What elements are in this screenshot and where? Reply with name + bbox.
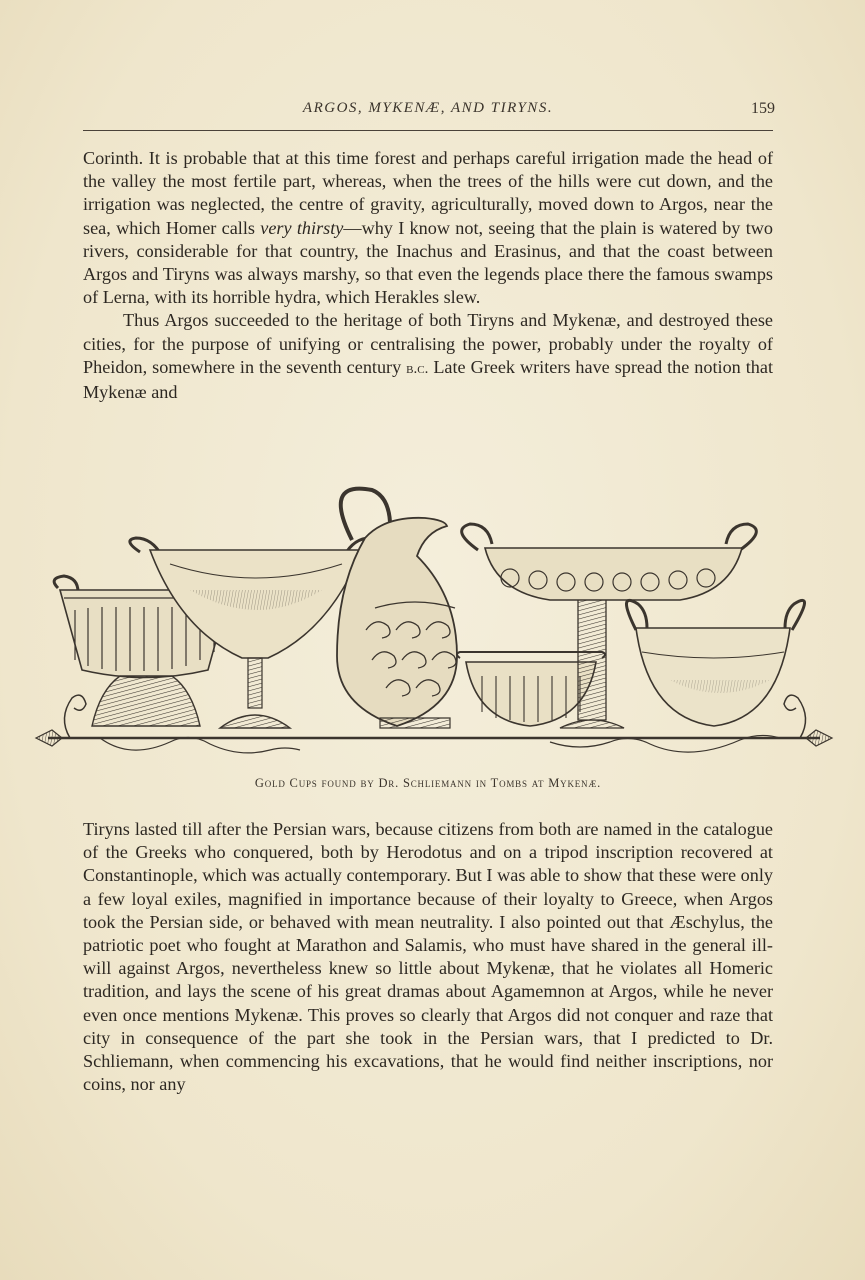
spiral-jug [337,489,457,728]
paragraph-1 [83,147,773,309]
page-number: 159 [751,100,775,117]
paragraph-2-bc: b.c. [406,360,429,377]
paragraph-2-text: Thus Argos succeeded to the heritage of both Tiryns and Mykenæ, and destroyed these cities, for the purpose of unifying or centralising the power, probably under the royalty of Pheidon, somewhere in the seventh century [83,310,773,377]
paragraph-1-rest: —why I know not, seeing that the plain is watered by two rivers, considerable for that country, the Inachus and Erasinus, and that the coast between Argos and Tiryns was always marshy, so that even the legends place there the famous swamps of Lerna, with its horrible hydra, which Herakles slew. [83,217,773,308]
paragraph-1-italic: very thirsty [260,217,344,238]
figure-caption: Gold Cups found by Dr. Schliemann in Tombs at Mykenæ. [254,776,602,790]
paragraph-1-text: Corinth. It is probable that at this time forest and perhaps careful irrigation made the head of the valley the most fertile part, whereas, when the trees of the hills were cut down, and the irrigation was neglected, the centre of gravity, agriculturally, moved down to Argos, near the sea, which Homer calls [83,148,773,238]
page-header [83,98,773,122]
paragraph-3: Tiryns lasted till after the Persian wars, because citizens from both are named in the catalogue of the Greeks who conquered, both by Herodotus and on a tripod inscription recovered at Constantinople, which was actually contemporary. But I was able to show that these were only a few loyal exiles, magnified in importance because of their loyalty to Greece, when Argos took the Persian side, or behaved with mean neutrality. I also pointed out that Æschylus, the patriotic poet who fought at Marathon and Salamis, who must have shared in the general ill-will against Argos, nevertheless knew so little about Mykenæ, that he violates all Homeric tradition, and lays the scene of his great dramas about Agamemnon at Argos, while he never even once mentions Mykenæ. This proves so clearly that Argos did not conquer and raze that city in consequence of the part she took in the Persian wars, that I predicted to Dr. Schliemann, when commencing his excavations, that he would find neither inscriptions, nor coins, nor any [83,819,773,1095]
cups-illustration [30,480,838,770]
engraving-gold-cups [30,480,838,770]
header-rule [83,130,773,131]
running-title: ARGOS, MYKENÆ, AND TIRYNS. [302,100,554,116]
paragraph-block-2 [83,818,773,1096]
paragraph-2 [83,309,773,404]
kylix-cup [626,600,804,726]
paragraph-2-rest: Late Greek writers have spread the notion that Mykenæ and [83,356,773,403]
paragraph-block-1 [83,147,773,404]
